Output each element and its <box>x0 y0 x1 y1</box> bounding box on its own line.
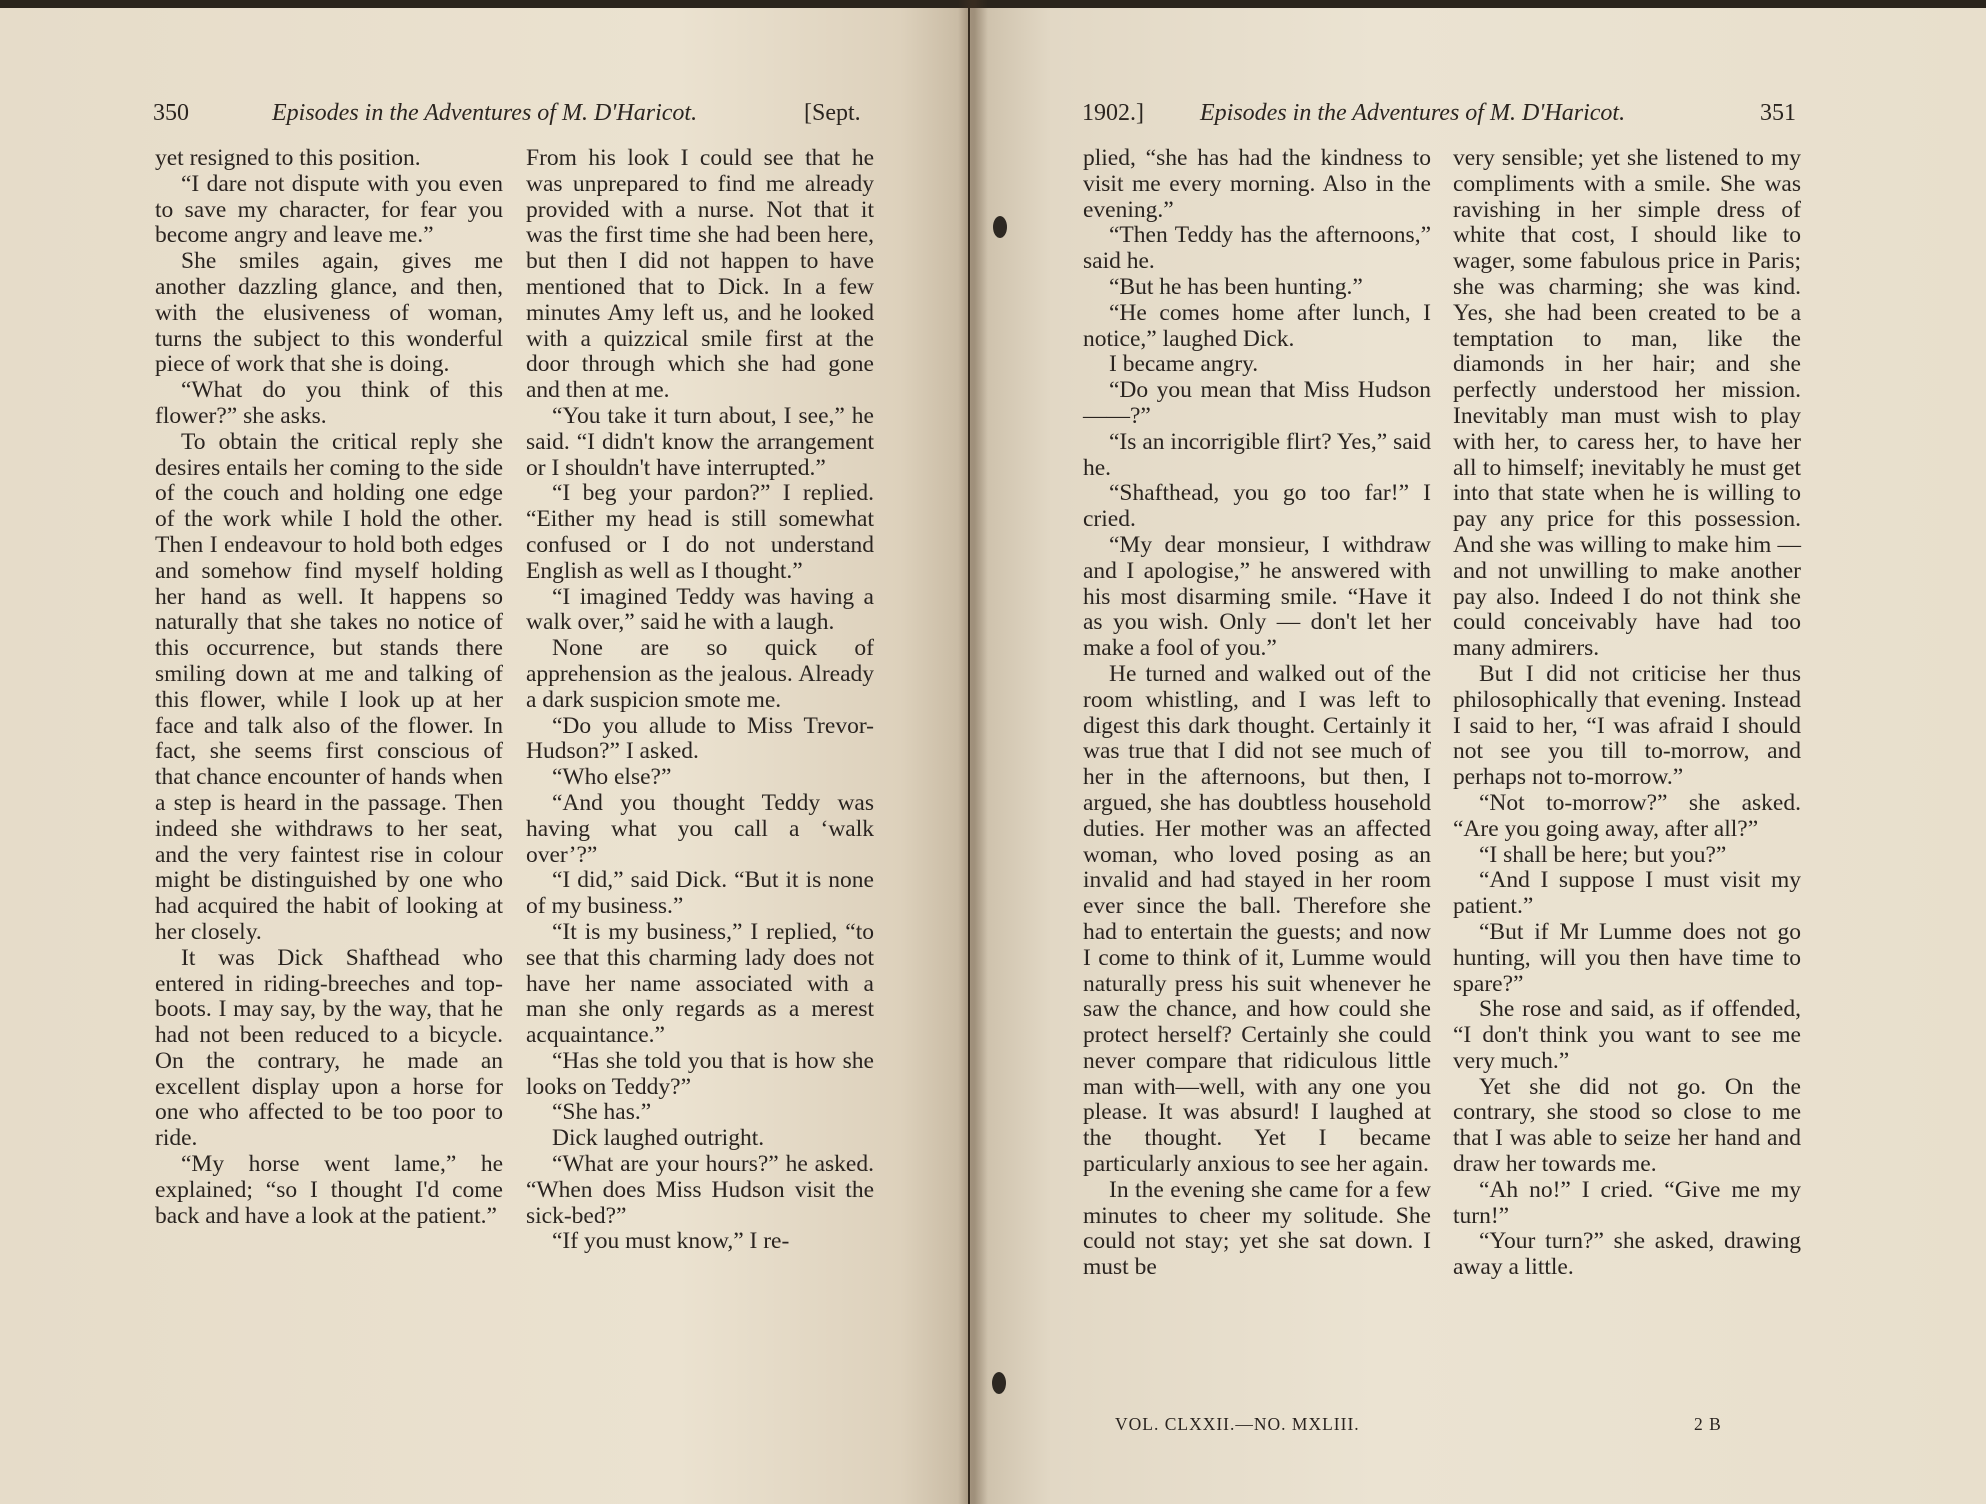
paragraph: yet resigned to this position. <box>155 145 421 171</box>
footer-volume: VOL. CLXXII.—NO. MXLIII. <box>1115 1414 1360 1434</box>
paragraph: Dick laughed outright. <box>552 1125 765 1152</box>
paragraph: “My horse went lame,” he explained; “so I thought I'd come back and have a look at the patient.” <box>155 1151 503 1229</box>
header-month: [Sept. <box>804 100 861 126</box>
paragraph: “I did,” said Dick. “But it is none of my business.” <box>526 867 874 920</box>
paragraph: “I dare not dispute with you even to save my character, for fear you become angry and leave me.” <box>155 170 503 249</box>
paragraph: “What are your hours?” he asked. “When does Miss Hudson visit the sick-bed?” <box>526 1151 874 1229</box>
paragraph: But I did not criticise her thus philosophically that evening. Instead I said to her, “I was afraid I should not see you till to-morrow, and perhaps not to-morrow.” <box>1453 660 1801 791</box>
paragraph: “If you must know,” I re- <box>552 1228 790 1255</box>
paragraph: To obtain the critical reply she desires entails her coming to the side of the couch and holding one edge of the work while I hold the other. Then I endeavour to hold both edges and somehow find myself holding her hand as well. It happens so naturally that she takes no notice of this occurrence, but stands there smiling down at me and talking of this flower, while I look up at her face and talk also of the flower. In fact, she seems first conscious of that chance encounter of hands when a step is heard in the passage. Then indeed she withdraws to her seat, and the very faintest rise in colour might be distinguished by one who had acquired the habit of looking at her closely. <box>155 428 503 945</box>
running-title: Episodes in the Adventures of M. D'Haricot. <box>272 100 698 126</box>
paragraph: “Then Teddy has the afternoons,” said he. <box>1083 222 1431 275</box>
footer-signature: 2 B <box>1694 1414 1722 1434</box>
paragraph: She smiles again, gives me another dazzling glance, and then, with the elusiveness of woman, turns the subject to this wonderful piece of work that she is doing. <box>155 248 503 378</box>
paragraph: In the evening she came for a few minutes to cheer my solitude. She could not stay; yet she sat down. I must be <box>1083 1176 1431 1281</box>
paragraph: He turned and walked out of the room whistling, and I was left to digest this dark thought. Certainly it was true that I did not see much of her in the afternoons, but then, I argued, she has doubtless household duties. Her mother was an affected woman, who loved posing as an invalid and had stayed in her room ever since the ball. Therefore she had to entertain the guests; and now I come to think of it, Lumme would naturally press his suit whenever he saw the chance, and how could she protect herself? Certainly she could never compare that ridiculous little man with—well, with any one you please. It was absurd! I laughed at the thought. Yet I became particularly anxious to see her again. <box>1083 660 1431 1178</box>
paragraph: “What do you think of this flower?” she asks. <box>155 377 503 429</box>
paragraph: “She has.” <box>552 1099 652 1126</box>
right-page-header <box>970 100 1986 134</box>
book-gutter <box>958 0 988 1504</box>
paragraph: “Is an incorrigible flirt? Yes,” said he. <box>1083 428 1431 481</box>
paragraph: “You take it turn about, I see,” he said. “I didn't know the arrangement or I shouldn't have interrupted.” <box>526 402 874 481</box>
paragraph: “But if Mr Lumme does not go hunting, will you then have time to spare?” <box>1453 918 1801 997</box>
left-column-1 <box>155 146 503 1229</box>
paragraph: “He comes home after lunch, I notice,” laughed Dick. <box>1083 299 1431 352</box>
paragraph: Yet she did not go. On the contrary, she stood so close to me that I was able to seize her hand and draw her towards me. <box>1453 1073 1801 1178</box>
binding-pin-icon <box>992 1372 1006 1394</box>
paragraph: “Do you mean that Miss Hudson——?” <box>1083 377 1431 429</box>
left-column-2 <box>526 146 874 1255</box>
paragraph: “I shall be here; but you?” <box>1479 841 1727 868</box>
left-page-header <box>0 100 968 134</box>
paragraph: “Not to-morrow?” she asked. “Are you going away, after all?” <box>1453 789 1801 842</box>
paragraph: “I imagined Teddy was having a walk over,” said he with a laugh. <box>526 583 874 636</box>
paragraph: plied, “she has had the kindness to visit me every morning. Also in the evening.” <box>1083 145 1431 223</box>
paragraph: It was Dick Shafthead who entered in riding-breeches and top-boots. I may say, by the way, that he had not been reduced to a bicycle. On the contrary, he made an excellent display upon a horse for one who affected to be too poor to ride. <box>155 944 503 1152</box>
right-page <box>970 8 1986 1504</box>
paragraph: very sensible; yet she listened to my compliments with a smile. She was ravishing in her simple dress of white that cost, I should like to wager, some fabulous price in Paris; she was charming; she was kind. Yes, she had been created to be a temptation to man, like the diamonds in her hair; and she perfectly understood her mission. Inevitably man must wish to play with her, to caress her, to have her all to himself; inevitably he must get into that state when he is willing to pay any price for this possession. And she was willing to make him — and not unwilling to make another pay also. Indeed I do not think she could conceivably have had too many admirers. <box>1453 145 1801 662</box>
paragraph: “And I suppose I must visit my patient.” <box>1453 867 1801 920</box>
page-number: 351 <box>1760 100 1796 126</box>
paragraph: “But he has been hunting.” <box>1109 273 1363 300</box>
paragraph: “It is my business,” I replied, “to see that this charming lady does not have her name associated with a man she only regards as a merest acquaintance.” <box>526 918 874 1049</box>
right-column-2 <box>1453 146 1801 1281</box>
binding-pin-icon <box>993 216 1007 238</box>
paragraph: She rose and said, as if offended, “I don't think you want to see me very much.” <box>1453 996 1801 1074</box>
paragraph: “Shafthead, you go too far!” I cried. <box>1083 480 1431 533</box>
right-column-1 <box>1083 146 1431 1281</box>
paragraph: “Your turn?” she asked, drawing away a little. <box>1453 1228 1801 1281</box>
paragraph: “Has she told you that is how she looks on Teddy?” <box>526 1047 874 1100</box>
running-title: Episodes in the Adventures of M. D'Haricot. <box>1200 100 1626 126</box>
paragraph: “Do you allude to Miss Trevor-Hudson?” I asked. <box>526 712 874 765</box>
page-number: 350 <box>153 100 189 126</box>
paragraph: “Who else?” <box>552 764 672 791</box>
paragraph: “And you thought Teddy was having what you call a ‘walk over’?” <box>526 789 874 868</box>
header-year: 1902.] <box>1082 100 1144 126</box>
paragraph: “My dear monsieur, I withdraw and I apologise,” he answered with his most disarming smile. “Have it as you wish. Only — don't let her make a fool of you.” <box>1083 531 1431 662</box>
paragraph: “I beg your pardon?” I replied. “Either my head is still somewhat confused or I do not understand English as well as I thought.” <box>526 480 874 584</box>
paragraph: “Ah no!” I cried. “Give me my turn!” <box>1453 1176 1801 1229</box>
left-page <box>0 8 968 1504</box>
paragraph: I became angry. <box>1109 351 1259 378</box>
paragraph: None are so quick of apprehension as the jealous. Already a dark suspicion smote me. <box>526 635 874 713</box>
paragraph: From his look I could see that he was unprepared to find me already provided with a nurse. Not that it was the first time she had been here, but then I did not happen to have mentioned that to Dick. In a few minutes Amy left us, and he looked with a quizzical smile first at the door through which she had gone and then at me. <box>526 145 874 404</box>
